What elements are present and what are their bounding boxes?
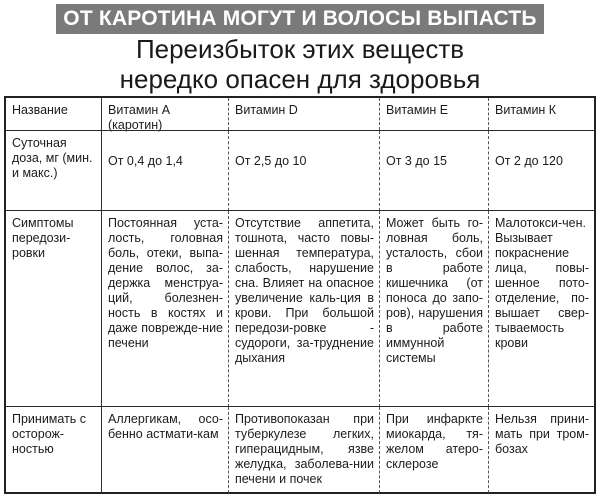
- symptoms-vitamin-e: Может быть го-ловная боль, усталость, сбои в работе кишечника (от поноса до запо-ров), нарушения в работе иммунной системы: [379, 211, 488, 407]
- cell-vitamin-d: Витамин D: [228, 98, 379, 130]
- cell-vitamin-k: Витамин К: [488, 98, 594, 130]
- dose-vitamin-d: От 2,5 до 10: [228, 131, 379, 211]
- table-row-name: [6, 98, 594, 130]
- vitamin-table: [4, 96, 596, 494]
- headline-line-1: Переизбыток этих веществ: [135, 34, 465, 64]
- headline: [0, 34, 600, 94]
- table-row-dose: [6, 130, 594, 211]
- caution-vitamin-k: Нельзя прини-мать при тром-бозах: [488, 407, 594, 493]
- caution-vitamin-e: При инфаркте миокарда, тя-желом атеро-склерозе: [379, 407, 488, 493]
- symptoms-vitamin-k: Малотокси-чен. Вызывает покраснение лица, повы-шенное пото-отделение, по-вышает свер-тываемость крови: [488, 211, 594, 407]
- caution-vitamin-d: Противопоказан при туберкулезе легких, гиперацидным, язве желудка, заболева-нии печени и почек: [228, 407, 379, 493]
- row-label: Название: [12, 103, 68, 117]
- headline-line-2: нередко опасен для здоровья: [119, 64, 481, 94]
- table-row-symptoms: [6, 210, 594, 407]
- row-label: Симптомы передози-ровки: [12, 216, 74, 260]
- dose-vitamin-e: От 3 до 15: [379, 131, 488, 211]
- banner-title: ОТ КАРОТИНА МОГУТ И ВОЛОСЫ ВЫПАСТЬ: [56, 4, 544, 34]
- dose-vitamin-k: От 2 до 120: [488, 131, 594, 211]
- row-label: Принимать с осторож-ностью: [12, 412, 87, 456]
- cell-vitamin-a: Витамин А (каротин): [101, 98, 228, 130]
- caution-vitamin-a: Аллергикам, осо-бенно астмати-кам: [101, 407, 228, 493]
- row-label: Суточная доза, мг (мин. и макс.): [12, 136, 93, 180]
- symptoms-vitamin-a: Постоянная уста-лость, головная боль, отеки, выпа-дение волос, за-держка менструа-ций, болезнен-ность в костях и даже поврежде-ние печени: [101, 211, 228, 407]
- dose-vitamin-a: От 0,4 до 1,4: [101, 131, 228, 211]
- table-row-caution: [6, 406, 594, 493]
- symptoms-vitamin-d: Отсутствие аппетита, тошнота, часто повы-шенная температура, слабость, нарушение сна. Влияет на опасное увеличение каль-ция в крови. При большой передози-ровке - судороги, за-труднение дыхания: [228, 211, 379, 407]
- cell-vitamin-e: Витамин Е: [379, 98, 488, 130]
